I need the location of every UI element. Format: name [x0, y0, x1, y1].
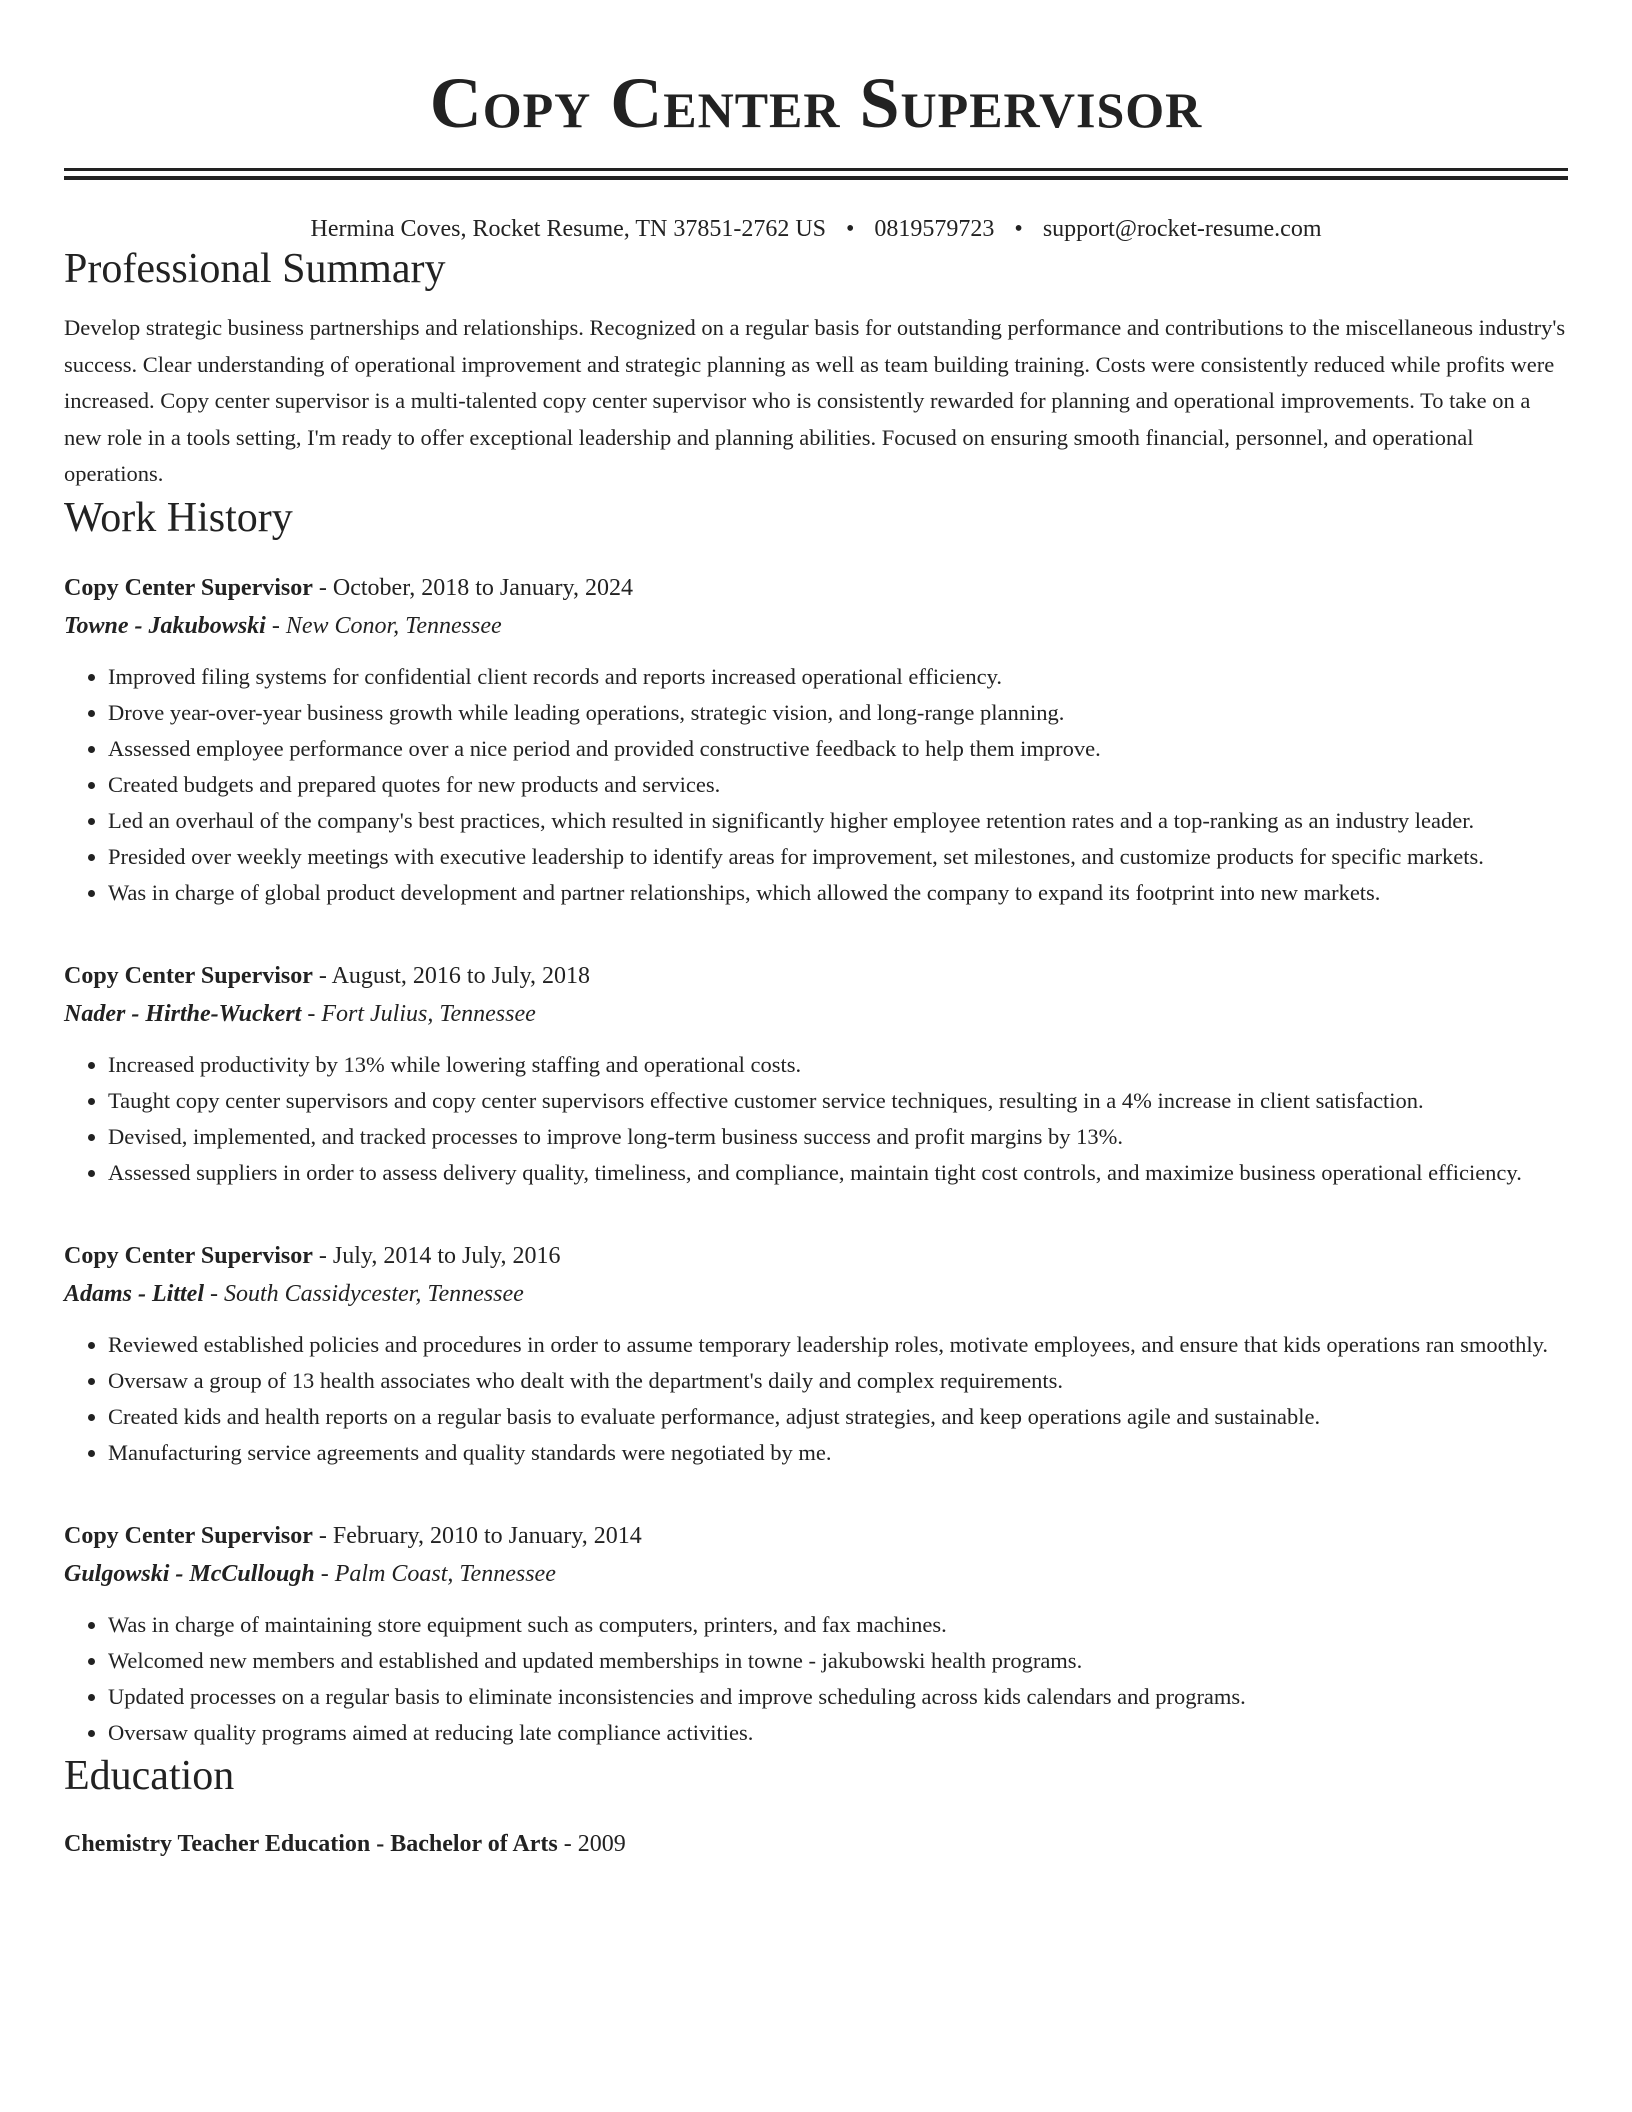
education-heading: Education [64, 1752, 235, 1799]
contact-address: Hermina Coves, Rocket Resume, TN 37851-2762 US [310, 216, 826, 242]
job-bullet-list [64, 1327, 1568, 1471]
job-title: Copy Center Supervisor [64, 1242, 313, 1269]
job-location: Palm Coast, Tennessee [334, 1560, 556, 1587]
work-history-list [64, 569, 1568, 1751]
job-bullet: • Oversaw quality programs aimed at reducing late compliance activities. [108, 1715, 1568, 1751]
job-bullet: • Improved filing systems for confidential client records and reports increased operational efficiency. [108, 659, 1568, 695]
contact-line [64, 214, 1568, 244]
job-dash: - [312, 574, 333, 601]
job-bullet: • Was in charge of global product development and partner relationships, which allowed the company to expand its footprint into new markets. [108, 875, 1568, 911]
job-dash: - [204, 1280, 224, 1307]
job-dash: - [265, 612, 286, 639]
title-divider-bottom [64, 176, 1568, 180]
job-location: Fort Julius, Tennessee [321, 1000, 536, 1027]
job-dash: - [312, 1242, 333, 1269]
job-company: Towne - Jakubowski [64, 612, 266, 639]
job-bullet: • Welcomed new members and established and updated memberships in towne - jakubowski health programs. [108, 1643, 1568, 1679]
job-company: Adams - Littel [64, 1280, 204, 1307]
job-bullet: • Increased productivity by 13% while lowering staffing and operational costs. [108, 1047, 1568, 1083]
job-bullet: • Reviewed established policies and procedures in order to assume temporary leadership roles, motivate employees, and ensure that kids operations ran smoothly. [108, 1327, 1568, 1363]
job-entry [64, 569, 1568, 911]
job-title: Copy Center Supervisor [64, 962, 313, 989]
job-company-line [64, 607, 1568, 645]
job-dash: - [312, 962, 332, 989]
education-year: 2009 [577, 1830, 626, 1857]
job-bullet: • Assessed employee performance over a nice period and provided constructive feedback to help them improve. [108, 731, 1568, 767]
job-title: Copy Center Supervisor [64, 1522, 313, 1549]
summary-heading: Professional Summary [64, 246, 446, 292]
job-bullet: • Taught copy center supervisors and copy center supervisors effective customer service techniques, resulting in a 4% increase in client satisfaction. [108, 1083, 1568, 1119]
contact-email: support@rocket-resume.com [1042, 216, 1322, 242]
job-dash: - [314, 1560, 335, 1587]
education-degree: Chemistry Teacher Education - Bachelor of Arts [64, 1830, 558, 1857]
contact-separator: • [1014, 216, 1023, 242]
work-history-heading: Work History [64, 494, 293, 541]
education-dash: - [563, 1830, 578, 1857]
summary-text: Develop strategic business partnerships and relationships. Recognized on a regular basis for outstanding performance and contributions to the miscellaneous industry's success. Clear understanding of operational improvement and strategic planning as well as team building training. Costs were consistently reduced while profits were increased. Copy center supervisor is a multi-talented copy center supervisor who is consistently rewarded for planning and operational improvements. To take on a new role in a tools setting, I'm ready to offer exceptional leadership and planning abilities. Focused on ensuring smooth financial, personnel, and operational operations. [64, 315, 1566, 486]
job-entry [64, 1237, 1568, 1471]
job-bullet-list [64, 1047, 1568, 1191]
job-location: South Cassidycester, Tennessee [224, 1280, 524, 1307]
job-bullet: • Created kids and health reports on a regular basis to evaluate performance, adjust strategies, and keep operations agile and sustainable. [108, 1399, 1568, 1435]
job-bullet: • Was in charge of maintaining store equipment such as computers, printers, and fax machines. [108, 1607, 1568, 1643]
job-dates: February, 2010 to January, 2014 [332, 1522, 642, 1549]
job-bullet-list [64, 659, 1568, 911]
job-dates: August, 2016 to July, 2018 [331, 962, 591, 989]
job-entry [64, 957, 1568, 1191]
job-entry [64, 1517, 1568, 1751]
job-bullet: • Updated processes on a regular basis to eliminate inconsistencies and improve scheduling across kids calendars and programs. [108, 1679, 1568, 1715]
job-bullet: • Assessed suppliers in order to assess delivery quality, timeliness, and compliance, maintain tight cost controls, and maximize business operational efficiency. [108, 1155, 1568, 1191]
job-company: Nader - Hirthe-Wuckert [64, 1000, 302, 1027]
job-company-line [64, 1275, 1568, 1313]
job-bullet: • Devised, implemented, and tracked processes to improve long-term business success and profit margins by 13%. [108, 1119, 1568, 1155]
job-bullet: • Manufacturing service agreements and quality standards were negotiated by me. [108, 1435, 1568, 1471]
job-bullet: • Oversaw a group of 13 health associates who dealt with the department's daily and complex requirements. [108, 1363, 1568, 1399]
resume-title: Copy Center Supervisor [429, 63, 1203, 143]
job-title-line [64, 1517, 1568, 1555]
job-bullet: • Presided over weekly meetings with executive leadership to identify areas for improvement, set milestones, and customize products for specific markets. [108, 839, 1568, 875]
job-bullet: • Drove year-over-year business growth while leading operations, strategic vision, and long-range planning. [108, 695, 1568, 731]
job-dash: - [312, 1522, 333, 1549]
job-title-line [64, 957, 1568, 995]
job-bullet-list [64, 1607, 1568, 1751]
job-bullet: • Led an overhaul of the company's best practices, which resulted in significantly higher employee retention rates and a top-ranking as an industry leader. [108, 803, 1568, 839]
job-location: New Conor, Tennessee [285, 612, 502, 639]
contact-separator: • [846, 216, 855, 242]
contact-phone: 0819579723 [874, 216, 995, 242]
job-title: Copy Center Supervisor [64, 574, 313, 601]
title-divider-top [64, 168, 1568, 171]
job-title-line [64, 1237, 1568, 1275]
job-dates: July, 2014 to July, 2016 [332, 1242, 561, 1269]
job-bullet: • Created budgets and prepared quotes for new products and services. [108, 767, 1568, 803]
job-title-line [64, 569, 1568, 607]
job-company: Gulgowski - McCullough [64, 1560, 315, 1587]
education-entry [64, 1825, 1568, 1863]
job-company-line [64, 995, 1568, 1033]
job-dates: October, 2018 to January, 2024 [332, 574, 633, 601]
job-dash: - [301, 1000, 322, 1027]
job-company-line [64, 1555, 1568, 1593]
